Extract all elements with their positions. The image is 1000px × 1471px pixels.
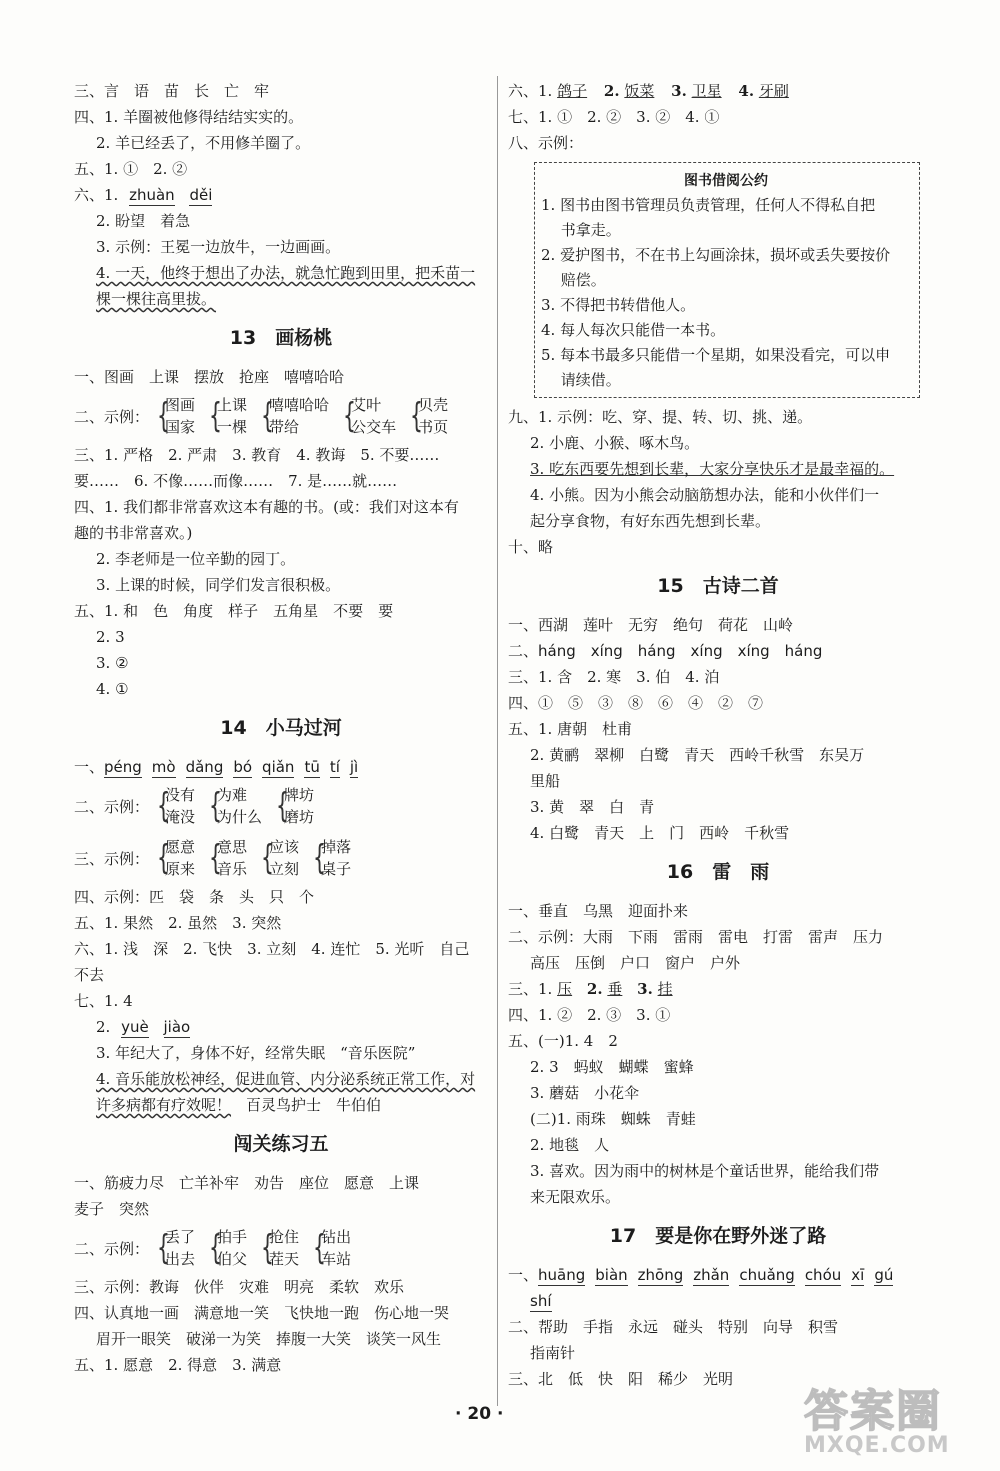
answer-line: 麦子 突然 — [74, 1200, 150, 1218]
word-group-row — [74, 390, 488, 442]
answer-line: 八、示例： — [508, 134, 584, 152]
right-column — [508, 78, 928, 1392]
pinyin: zhuàn — [129, 186, 175, 204]
wavy-underlined-text: 4. 音乐能放松神经，促进血管、内分泌系统正常工作，对 — [96, 1070, 476, 1088]
word-pair: { 图画 国家 — [157, 396, 196, 436]
pinyin: biàn — [595, 1266, 628, 1284]
page-number: · 20 · — [455, 1404, 504, 1424]
left-column — [74, 78, 488, 1378]
pinyin: dǎng — [185, 758, 224, 776]
item-number: 2. — [96, 1018, 111, 1036]
answer-line: 趣的书非常喜欢。) — [74, 524, 193, 542]
answer-line — [508, 78, 928, 104]
item-label: 三、示例： — [74, 849, 150, 868]
lesson-title: 13 画杨桃 — [229, 327, 333, 349]
word: 立刻 — [269, 860, 300, 878]
answer-line — [74, 754, 488, 780]
word: 掉落 — [321, 838, 352, 856]
answer-line: 里船 — [530, 772, 561, 790]
underlined-word: 压 — [557, 980, 573, 998]
word: 贝壳 — [418, 396, 449, 414]
word: 钻出 — [321, 1228, 352, 1246]
answer-line: 四、示例：匹 袋 条 头 只 个 — [74, 888, 315, 906]
answer-line: 2. 黄鹂 翠柳 白鹭 青天 西岭千秋雪 东吴万 — [530, 746, 865, 764]
answer-line — [508, 976, 928, 1002]
underlined-text: 3. 吃东西要先想到长辈，大家分享快乐才是最幸福的。 — [530, 460, 895, 478]
answer-line: 高压 压倒 户口 窗户 户外 — [530, 954, 741, 972]
answer-line: 五、1. 和 色 角度 样子 五角星 不要 要 — [74, 602, 394, 620]
word-pair: { 上课 一棵 — [209, 396, 248, 436]
answer-line: 十、略 — [508, 538, 554, 556]
underlined-word: 鸽子 — [557, 82, 588, 100]
word: 丢了 — [165, 1228, 196, 1246]
answer-line: 四、1. 羊圈被他修得结结实实的。 — [74, 108, 304, 126]
library-rules-box — [534, 162, 920, 398]
answer-line: 2. 3 蚂蚁 蝴蝶 蜜蜂 — [530, 1058, 694, 1076]
wavy-underlined-text: 4. 一天，他终于想出了办法，就急忙跑到田里，把禾苗一 — [96, 264, 476, 282]
answer-line: 五、1. 果然 2. 虽然 3. 突然 — [74, 914, 282, 932]
item-number: 六、1. — [74, 186, 119, 204]
pinyin: mò — [151, 758, 176, 776]
word-pair: { 没有 淹没 — [157, 786, 196, 826]
word: 意思 — [217, 838, 248, 856]
answer-line: 2. 小鹿、小猴、啄木鸟。 — [530, 434, 700, 452]
answer-line: 四、① ⑤ ③ ⑧ ⑥ ④ ② ⑦ — [508, 694, 764, 712]
item-label: 二、示例： — [74, 1239, 150, 1258]
word-pair: { 拍手 伯父 — [209, 1228, 248, 1268]
answer-line: 指南针 — [530, 1344, 576, 1362]
word-pair: { 愿意 原来 — [157, 838, 196, 878]
word: 公交车 — [351, 418, 397, 436]
answer-line: 三、示例：教诲 伙伴 灾难 明亮 柔软 欢乐 — [74, 1278, 405, 1296]
underlined-word: 牙刷 — [758, 82, 789, 100]
answer-line: 五、1. ① 2. ② — [74, 160, 188, 178]
word: 上课 — [217, 396, 248, 414]
answer-line: 2. 3 — [96, 628, 125, 646]
word: 牌坊 — [284, 786, 315, 804]
answer-line: 七、1. ① 2. ② 3. ② 4. ① — [508, 108, 720, 126]
word: 为难 — [217, 786, 248, 804]
answer-line: 4. 小熊。因为小熊会动脑筋想办法，能和小伙伴们一 — [530, 486, 880, 504]
word-pair: { 贝壳 书页 — [410, 396, 449, 436]
answer-line: 六、1. 浅 深 2. 飞快 3. 立刻 4. 连忙 5. 光听 自己 — [74, 940, 470, 958]
word-pair: { 为难 为什么 — [209, 786, 263, 826]
item-number: 2. — [603, 82, 620, 100]
word: 为什么 — [217, 808, 263, 826]
item-number: 3. — [671, 82, 687, 100]
word: 桌子 — [321, 860, 352, 878]
watermark-logo — [804, 1375, 954, 1459]
answer-line: 四、1. 我们都非常喜欢这本有趣的书。(或：我们对这本有 — [74, 498, 459, 516]
answer-line — [74, 1092, 488, 1118]
word: 车站 — [321, 1250, 352, 1268]
column-divider — [497, 76, 498, 1406]
rule-line: 请续借。 — [541, 371, 621, 389]
word-pair: { 抢住 茬天 — [261, 1228, 300, 1268]
answer-line — [508, 456, 928, 482]
rule-line: 4. 每人每次只能借一本书。 — [541, 321, 726, 339]
underlined-word: 饭菜 — [624, 82, 655, 100]
answer-line: 3. 黄 翠 白 青 — [530, 798, 655, 816]
item-number: 一、 — [74, 758, 105, 776]
word-group-row — [74, 832, 488, 884]
word: 音乐 — [217, 860, 248, 878]
underlined-word: 挂 — [657, 980, 673, 998]
item-number: 4. — [738, 82, 755, 100]
box-title: 图书借阅公约 — [684, 173, 768, 189]
item-label: 二、示例： — [74, 797, 150, 816]
answer-line: 五、(一)1. 4 2 — [508, 1032, 618, 1050]
answer-line: 起分享食物，有好东西先想到长辈。 — [530, 512, 771, 530]
word-group-row — [74, 780, 488, 832]
answer-line: 一、西湖 莲叶 无穷 绝句 荷花 山岭 — [508, 616, 794, 634]
rule-line: 赔偿。 — [541, 271, 606, 289]
rule-line: 3. 不得把书转借他人。 — [541, 296, 696, 314]
pinyin: huāng — [538, 1266, 586, 1284]
word-group-row — [74, 1222, 488, 1274]
word-pair: { 艾叶 公交车 — [343, 396, 397, 436]
answer-line: 2. 盼望 着急 — [96, 212, 191, 230]
item-number: 三、1. — [508, 980, 553, 998]
lesson-title: 17 要是你在野外迷了路 — [609, 1225, 827, 1247]
word: 淹没 — [165, 808, 196, 826]
underlined-word: 卫星 — [691, 82, 722, 100]
word-pair: { 应该 立刻 — [261, 838, 300, 878]
word: 没有 — [165, 786, 196, 804]
answer-line: 3. ② — [96, 654, 129, 672]
pinyin: shí — [530, 1292, 552, 1310]
answer-text: 百灵鸟护士 牛伯伯 — [231, 1096, 382, 1114]
word: 抢住 — [269, 1228, 300, 1246]
answer-line: 4. ① — [96, 680, 129, 698]
pinyin: tí — [329, 758, 340, 776]
word-pair: { 嘻嘻哈哈 带给 — [261, 396, 330, 436]
pinyin: děi — [189, 186, 213, 204]
word-pair: { 牌坊 磨坊 — [276, 786, 315, 826]
answer-line: 3. 喜欢。因为雨中的树林是个童话世界，能给我们带 — [530, 1162, 880, 1180]
watermark-url: MXQE.COM — [804, 1433, 950, 1458]
answer-line — [508, 1262, 928, 1288]
item-number: 3. — [637, 980, 653, 998]
answer-line: 四、1. ② 2. ③ 3. ① — [508, 1006, 671, 1024]
word: 拍手 — [217, 1228, 248, 1246]
answer-line: 九、1. 示例：吃、穿、提、转、切、挑、递。 — [508, 408, 813, 426]
word-pair: { 掉落 桌子 — [313, 838, 352, 878]
answer-line: 三、1. 含 2. 寒 3. 伯 4. 泊 — [508, 668, 720, 686]
answer-line: 3. 示例：王冕一边放牛，一边画画。 — [96, 238, 341, 256]
answer-line: (二)1. 雨珠 蜘蛛 青蛙 — [530, 1110, 696, 1128]
answer-line: 2. 地毯 人 — [530, 1136, 610, 1154]
pinyin: jiào — [163, 1018, 191, 1036]
answer-line: 四、认真地一画 满意地一笑 飞快地一跑 伤心地一哭 — [74, 1304, 450, 1322]
answer-line — [74, 1014, 488, 1040]
answer-line: 2. 羊已经丢了，不用修羊圈了。 — [96, 134, 311, 152]
pinyin: zhōng — [637, 1266, 684, 1284]
answer-line — [74, 286, 488, 312]
word: 原来 — [165, 860, 196, 878]
rule-line: 1. 图书由图书管理员负责管理，任何人不得私自把 — [541, 196, 876, 214]
answer-line: 三、北 低 快 阳 稀少 光明 — [508, 1370, 734, 1388]
answer-line: 一、垂直 乌黑 迎面扑来 — [508, 902, 689, 920]
answer-line: 3. 年纪大了，身体不好，经常失眠 “音乐医院” — [96, 1044, 416, 1062]
lesson-title: 16 雷 雨 — [666, 861, 770, 883]
rule-line: 2. 爱护图书，不在书上勾画涂抹，损坏或丢失要按价 — [541, 246, 891, 264]
pinyin: bó — [233, 758, 253, 776]
answer-line — [74, 182, 488, 208]
answer-line — [508, 1288, 928, 1314]
answer-line: 不去 — [74, 966, 105, 984]
item-number: 一、 — [508, 1266, 539, 1284]
answer-line: 一、图画 上课 摆放 抢座 嘻嘻哈哈 — [74, 368, 345, 386]
watermark-text: 答案圈 — [804, 1386, 942, 1437]
answer-line: 3. 上课的时候，同学们发言很积极。 — [96, 576, 341, 594]
answer-line: 一、筋疲力尽 亡羊补牢 劝告 座位 愿意 上课 — [74, 1174, 420, 1192]
word: 出去 — [165, 1250, 196, 1268]
pinyin: zhǎn — [693, 1266, 730, 1284]
pinyin: yuè — [121, 1018, 149, 1036]
word-pair: { 意思 音乐 — [209, 838, 248, 878]
answer-line — [74, 260, 488, 286]
answer-line: 3. 蘑菇 小花伞 — [530, 1084, 640, 1102]
pinyin: tū — [304, 758, 320, 776]
answer-line: 七、1. 4 — [74, 992, 133, 1010]
underlined-word: 垂 — [607, 980, 623, 998]
answer-line: 4. 白鹭 青天 上 门 西岭 千秋雪 — [530, 824, 790, 842]
wavy-underlined-text: 棵一棵往高里拔。 — [96, 290, 217, 308]
word: 愿意 — [165, 838, 196, 856]
pinyin: jì — [349, 758, 359, 776]
lesson-title: 14 小马过河 — [220, 717, 342, 739]
answer-line: 五、1. 唐朝 杜甫 — [508, 720, 633, 738]
pinyin: xī — [851, 1266, 865, 1284]
answer-line: 2. 李老师是一位辛勤的园丁。 — [96, 550, 296, 568]
rule-line: 书拿走。 — [541, 221, 621, 239]
answer-line: 三、1. 严格 2. 严肃 3. 教育 4. 教诲 5. 不要…… — [74, 446, 440, 464]
word: 书页 — [418, 418, 449, 436]
answer-line: 二、háng xíng háng xíng xíng háng — [508, 642, 823, 660]
word: 伯父 — [217, 1250, 248, 1268]
word: 艾叶 — [351, 396, 382, 414]
pinyin: gú — [874, 1266, 894, 1284]
word: 带给 — [269, 418, 300, 436]
lesson-title: 闯关练习五 — [233, 1133, 329, 1155]
word: 磨坊 — [284, 808, 315, 826]
word: 图画 — [165, 396, 196, 414]
answer-line: 要…… 6. 不像……而像…… 7. 是……就…… — [74, 472, 398, 490]
answer-line: 眉开一眼笑 破涕一为笑 捧腹一大笑 谈笑一风生 — [96, 1330, 442, 1348]
pinyin: péng — [104, 758, 142, 776]
word: 嘻嘻哈哈 — [269, 396, 330, 414]
answer-line — [74, 1066, 488, 1092]
item-number: 2. — [586, 980, 603, 998]
answer-line: 五、1. 愿意 2. 得意 3. 满意 — [74, 1356, 282, 1374]
answer-line: 二、示例：大雨 下雨 雷雨 雷电 打雷 雷声 压力 — [508, 928, 884, 946]
lesson-title: 15 古诗二首 — [657, 575, 779, 597]
word: 一棵 — [217, 418, 248, 436]
word: 国家 — [165, 418, 196, 436]
answer-line: 二、帮助 手指 永远 碰头 特别 向导 积雪 — [508, 1318, 839, 1336]
word: 茬天 — [269, 1250, 300, 1268]
pinyin: chóu — [804, 1266, 842, 1284]
answer-line: 来无限欢乐。 — [530, 1188, 621, 1206]
wavy-underlined-text: 许多病都有疗效呢！ — [96, 1096, 232, 1114]
word: 应该 — [269, 838, 300, 856]
pinyin: chuǎng — [739, 1266, 795, 1284]
item-number: 六、1. — [508, 82, 553, 100]
item-label: 二、示例： — [74, 407, 150, 426]
word-pair: { 丢了 出去 — [157, 1228, 196, 1268]
word-pair: { 钻出 车站 — [313, 1228, 352, 1268]
rule-line: 5. 每本书最多只能借一个星期，如果没看完，可以申 — [541, 346, 891, 364]
pinyin: qiǎn — [262, 758, 295, 776]
answer-line: 三、言 语 苗 长 亡 牢 — [74, 82, 270, 100]
